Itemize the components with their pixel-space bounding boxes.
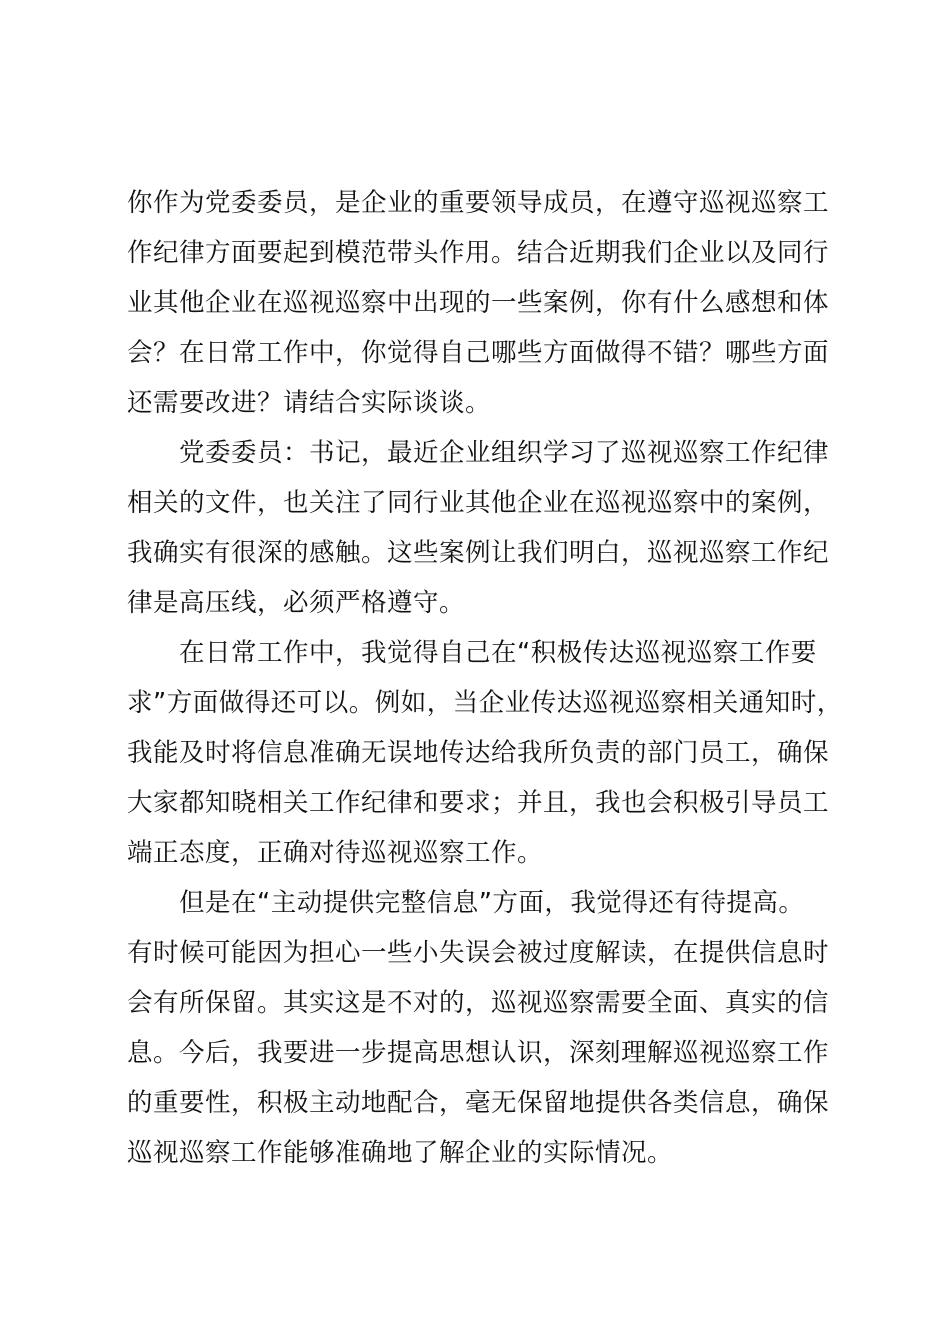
document-body <box>127 178 843 1178</box>
text-line: 我能及时将信息准确无误地传达给我所负责的部门员工，确保 <box>127 738 830 768</box>
text-line: 但是在“主动提供完整信息”方面，我觉得还有待提高。 <box>179 888 805 918</box>
text-line: 相关的文件，也关注了同行业其他企业在巡视巡察中的案例， <box>127 488 830 518</box>
text-line: 会有所保留。其实这是不对的，巡视巡察需要全面、真实的信 <box>127 988 830 1018</box>
text-line: 律是高压线，必须严格遵守。 <box>127 588 466 618</box>
text-line: 在日常工作中，我觉得自己在“积极传达巡视巡察工作要 <box>179 638 817 668</box>
text-line: 还需要改进？请结合实际谈谈。 <box>127 388 492 418</box>
text-line: 息。今后，我要进一步提高思想认识，深刻理解巡视巡察工作 <box>127 1038 830 1068</box>
text-line: 我确实有很深的感触。这些案例让我们明白，巡视巡察工作纪 <box>127 538 830 568</box>
text-line: 求”方面做得还可以。例如，当企业传达巡视巡察相关通知时， <box>127 688 843 718</box>
text-line: 大家都知晓相关工作纪律和要求；并且，我也会积极引导员工 <box>127 788 830 818</box>
text-line: 业其他企业在巡视巡察中出现的一些案例，你有什么感想和体 <box>127 288 830 318</box>
text-line: 巡视巡察工作能够准确地了解企业的实际情况。 <box>127 1138 674 1168</box>
paragraph-strengths <box>127 628 843 878</box>
text-line: 有时候可能因为担心一些小失误会被过度解读，在提供信息时 <box>127 938 830 968</box>
text-line: 的重要性，积极主动地配合，毫无保留地提供各类信息，确保 <box>127 1088 830 1118</box>
text-line: 端正态度，正确对待巡视巡察工作。 <box>127 838 544 868</box>
text-line: 你作为党委委员，是企业的重要领导成员，在遵守巡视巡察工 <box>127 188 830 218</box>
paragraph-question <box>127 178 833 428</box>
paragraph-improvements <box>127 878 833 1178</box>
text-line: 党委委员：书记，最近企业组织学习了巡视巡察工作纪律 <box>179 438 830 468</box>
paragraph-answer-intro <box>127 428 833 628</box>
text-line: 会？在日常工作中，你觉得自己哪些方面做得不错？哪些方面 <box>127 338 830 368</box>
text-line: 作纪律方面要起到模范带头作用。结合近期我们企业以及同行 <box>127 238 830 268</box>
